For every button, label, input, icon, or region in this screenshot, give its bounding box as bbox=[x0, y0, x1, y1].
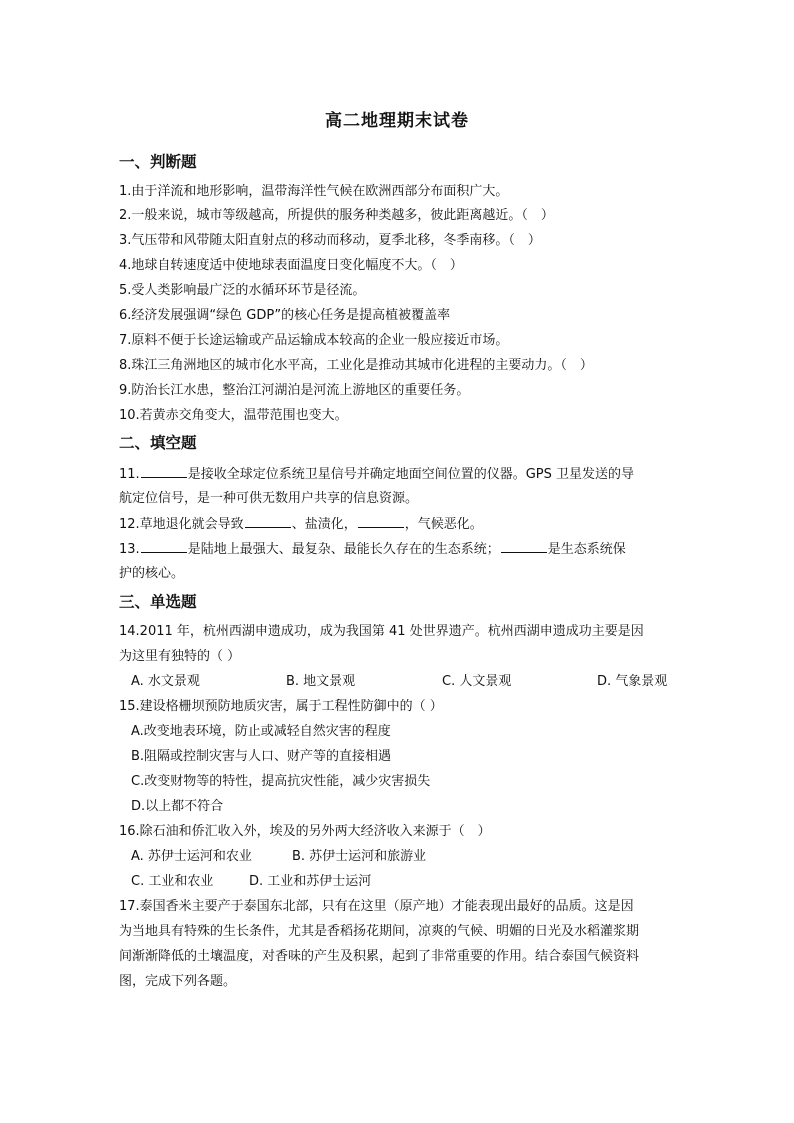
option-15-d[interactable]: D.以上都不符合 bbox=[131, 799, 224, 814]
question-9: 9.防治长江水患，整治江河湖泊是河流上游地区的重要任务。 bbox=[119, 383, 470, 398]
question-5: 5.受人类影响最广泛的水循环环节是径流。 bbox=[119, 283, 366, 298]
q11-prefix: 11. bbox=[119, 467, 140, 482]
q12-mid: 、盐渍化， bbox=[291, 517, 357, 532]
question-13 bbox=[119, 540, 626, 559]
section-heading-choice: 三、单选题 bbox=[119, 593, 197, 611]
option-16-d[interactable]: D. 工业和苏伊士运河 bbox=[249, 874, 372, 889]
answer-blank[interactable] bbox=[358, 515, 404, 528]
option-16-a[interactable]: A. 苏伊士运河和农业 bbox=[131, 849, 252, 864]
answer-blank[interactable] bbox=[501, 540, 547, 553]
question-17-cont-2: 间渐渐降低的土壤温度，对香味的产生及积累，起到了非常重要的作用。结合泰国气候资料 bbox=[119, 949, 640, 964]
question-15: 15.建设格栅坝预防地质灾害，属于工程性防御中的（ ） bbox=[119, 699, 443, 714]
question-13-cont: 护的核心。 bbox=[119, 566, 185, 581]
q12-prefix: 12.草地退化就会导致 bbox=[119, 517, 244, 532]
q13-mid: 是陆地上最强大、最复杂、最能长久存在的生态系统； bbox=[187, 542, 500, 557]
option-14-a[interactable]: A. 水文景观 bbox=[131, 674, 200, 689]
question-3: 3.气压带和风带随太阳直射点的移动而移动，夏季北移，冬季南移。（ ） bbox=[119, 233, 541, 248]
q13-prefix: 13. bbox=[119, 542, 140, 557]
question-10: 10.若黄赤交角变大，温带范围也变大。 bbox=[119, 408, 348, 423]
question-16: 16.除石油和侨汇收入外，埃及的另外两大经济收入来源于（ ） bbox=[119, 824, 491, 839]
question-6: 6.经济发展强调“绿色 GDP”的核心任务是提高植被覆盖率 bbox=[119, 308, 451, 323]
q11-text: 是接收全球定位系统卫星信号并确定地面空间位置的仪器。GPS 卫星发送的导 bbox=[187, 467, 634, 482]
question-1: 1.由于洋流和地形影响，温带海洋性气候在欧洲西部分布面积广大。 bbox=[119, 184, 509, 199]
question-4: 4.地球自转速度适中使地球表面温度日变化幅度不大。（ ） bbox=[119, 258, 463, 273]
option-15-b[interactable]: B.阻隔或控制灾害与人口、财产等的直接相遇 bbox=[131, 749, 392, 764]
question-2: 2.一般来说，城市等级越高，所提供的服务种类越多，彼此距离越近。（ ） bbox=[119, 208, 554, 223]
option-14-c[interactable]: C. 人文景观 bbox=[442, 674, 512, 689]
question-11 bbox=[119, 465, 634, 484]
answer-blank[interactable] bbox=[245, 515, 291, 528]
question-17: 17.泰国香米主要产于泰国东北部，只有在这里（原产地）才能表现出最好的品质。这是因 bbox=[119, 899, 634, 914]
question-12 bbox=[119, 515, 483, 534]
question-14: 14.2011 年，杭州西湖申遗成功，成为我国第 41 处世界遗产。杭州西湖申遗成功主要是因 bbox=[119, 624, 644, 639]
q13-end: 是生态系统保 bbox=[547, 542, 626, 557]
question-17-cont-1: 为当地具有特殊的生长条件，尤其是香稻扬花期间，凉爽的气候、明媚的日光及水稻灌浆期 bbox=[119, 924, 640, 939]
option-15-a[interactable]: A.改变地表环境，防止或减轻自然灾害的程度 bbox=[131, 724, 391, 739]
question-8: 8.珠江三角洲地区的城市化水平高，工业化是推动其城市化进程的主要动力。（ ） bbox=[119, 358, 593, 373]
q12-end: ，气候恶化。 bbox=[404, 517, 483, 532]
page-title: 高二地理期末试卷 bbox=[325, 111, 469, 131]
question-7: 7.原料不便于长途运输或产品运输成本较高的企业一般应接近市场。 bbox=[119, 333, 509, 348]
option-16-b[interactable]: B. 苏伊士运河和旅游业 bbox=[292, 849, 427, 864]
option-14-d[interactable]: D. 气象景观 bbox=[597, 674, 668, 689]
question-17-cont-3: 图，完成下列各题。 bbox=[119, 974, 237, 989]
option-15-c[interactable]: C.改变财物等的特性，提高抗灾性能，减少灾害损失 bbox=[131, 774, 431, 789]
section-heading-judge: 一、判断题 bbox=[119, 153, 197, 171]
option-14-b[interactable]: B. 地文景观 bbox=[286, 674, 356, 689]
question-11-cont: 航定位信号，是一种可供无数用户共享的信息资源。 bbox=[119, 491, 419, 506]
answer-blank[interactable] bbox=[141, 465, 187, 478]
question-14-cont: 为这里有独特的（ ） bbox=[119, 649, 241, 664]
answer-blank[interactable] bbox=[141, 540, 187, 553]
section-heading-fill: 二、填空题 bbox=[119, 434, 197, 452]
option-16-c[interactable]: C. 工业和农业 bbox=[131, 874, 214, 889]
